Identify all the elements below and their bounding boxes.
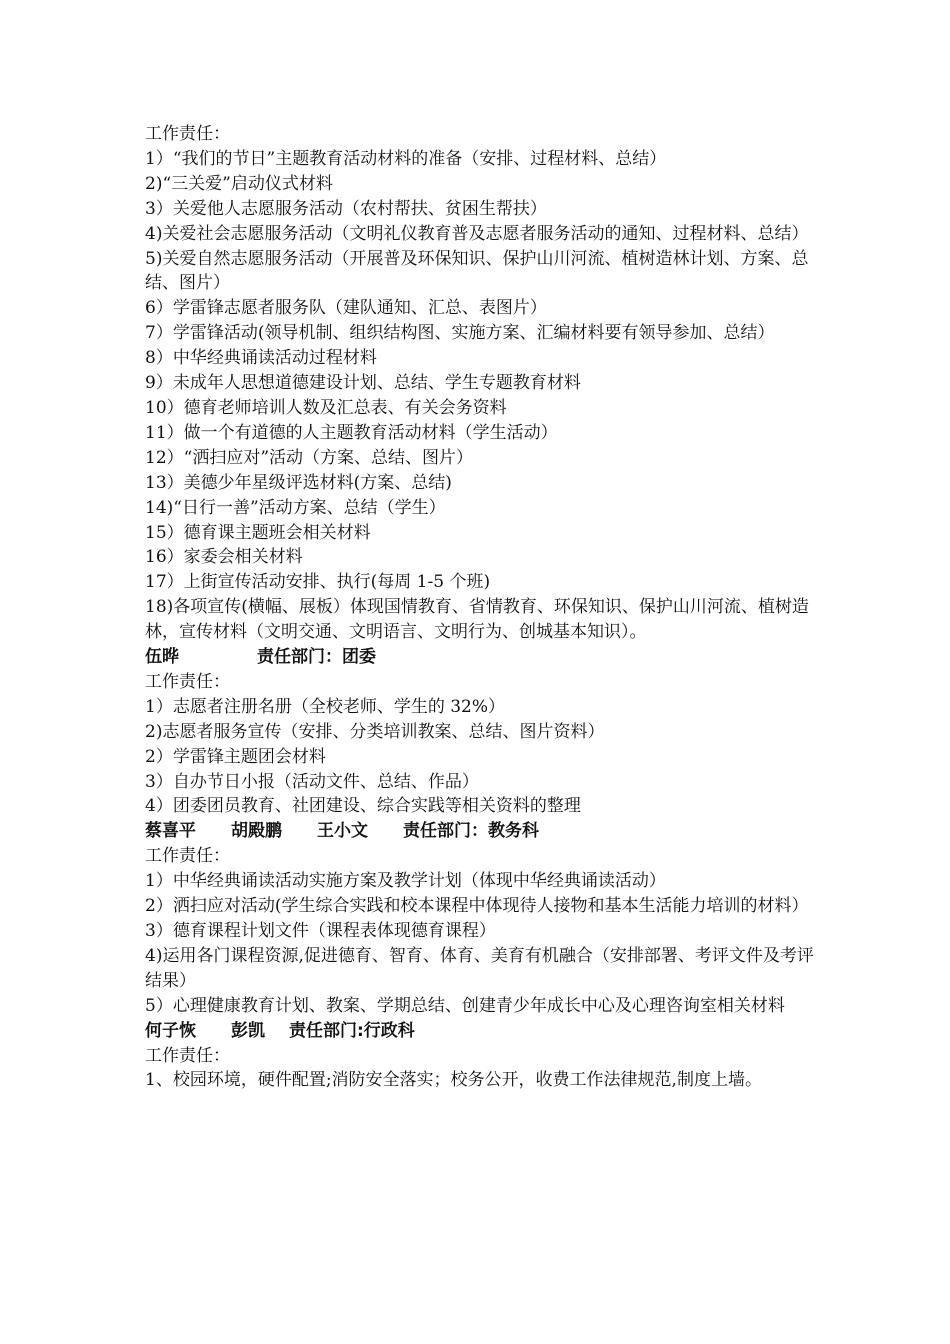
list-item: 1）中华经典诵读活动实施方案及教学计划（体现中华经典诵读活动） [145, 871, 666, 892]
list-item: 3）关爱他人志愿服务活动（农村帮扶、贫困生帮扶） [145, 198, 547, 219]
list-item: 18)各项宣传(横幅、展板）体现国情教育、省情教育、环保知识、保护山川河流、植树造林，宣传材料（文明交通、文明语言、文明行为、创城基本知识）。 [145, 597, 809, 643]
section-heading-youth-league [145, 645, 815, 670]
person-name: 何子恢 [145, 1020, 196, 1041]
list-item: 13）美德少年星级评选材料(方案、总结) [145, 472, 452, 493]
list-item: 8）中华经典诵读活动过程材料 [145, 348, 377, 369]
department-label: 责任部门：团委 [257, 647, 376, 668]
list-item: 10）德育老师培训人数及汇总表、有关会务资料 [145, 397, 507, 418]
list-item: 1、校园环境，硬件配置;消防安全落实；校务公开，收费工作法律规范,制度上墙。 [145, 1070, 762, 1091]
duty-label: 工作责任： [145, 1045, 230, 1066]
person-name: 伍晔 [145, 647, 179, 668]
list-item: 2）学雷锋主题团会材料 [145, 746, 326, 767]
person-name: 蔡喜平 [145, 821, 196, 842]
person-name: 王小文 [317, 821, 368, 842]
duty-label: 工作责任： [145, 846, 230, 867]
list-item: 7）学雷锋活动(领导机制、组织结构图、实施方案、汇编材料要有领导参加、总结） [145, 323, 775, 344]
list-item: 1）志愿者注册名册（全校老师、学生的 32%） [145, 696, 506, 717]
list-item: 15）德育课主题班会相关材料 [145, 522, 371, 543]
list-item: 4)运用各门课程资源,促进德育、智育、体育、美育有机融合（安排部署、考评文件及考评结果） [145, 945, 814, 991]
duty-label: 工作责任： [145, 671, 230, 692]
list-item: 2）洒扫应对活动(学生综合实践和校本课程中体现待人接物和基本生活能力培训的材料） [145, 896, 809, 917]
list-item: 4）团委团员教育、社团建设、综合实践等相关资料的整理 [145, 796, 581, 817]
list-item: 5）心理健康教育计划、教案、学期总结、创建青少年成长中心及心理咨询室相关材料 [145, 995, 785, 1016]
section-heading-academic-affairs [145, 819, 815, 844]
person-name: 彭凯 [231, 1020, 265, 1041]
list-item: 5)关爱自然志愿服务活动（开展普及环保知识、保护山川河流、植树造林计划、方案、总结、图片） [145, 248, 809, 294]
duty-label: 工作责任： [145, 124, 230, 144]
list-item: 14)“日行一善”活动方案、总结（学生） [145, 497, 446, 518]
list-item: 9）未成年人思想道德建设计划、总结、学生专题教育材料 [145, 373, 581, 394]
list-item: 2)志愿者服务宣传（安排、分类培训教案、总结、图片资料） [145, 721, 605, 742]
list-item: 2)“三关爱”启动仪式材料 [145, 173, 333, 194]
department-label: 责任部门：教务科 [403, 821, 539, 842]
list-item: 1）“我们的节日”主题教育活动材料的准备（安排、过程材料、总结） [145, 148, 667, 169]
list-item: 16）家委会相关材料 [145, 547, 303, 568]
list-item: 3）自办节日小报（活动文件、总结、作品） [145, 771, 479, 792]
list-item: 11）做一个有道德的人主题教育活动材料（学生活动） [145, 422, 558, 443]
list-item: 12）“洒扫应对”活动（方案、总结、图片） [145, 447, 474, 468]
person-name: 胡殿鹏 [231, 821, 282, 842]
list-item: 4)关爱社会志愿服务活动（文明礼仪教育普及志愿者服务活动的通知、过程材料、总结） [145, 223, 809, 244]
list-item: 17）上街宣传活动安排、执行(每周 1-5 个班) [145, 572, 491, 593]
section-heading-administration [145, 1019, 815, 1044]
list-item: 6）学雷锋志愿者服务队（建队通知、汇总、表图片） [145, 298, 547, 319]
list-item: 3）德育课程计划文件（课程表体现德育课程） [145, 921, 496, 941]
department-label: 责任部门:行政科 [289, 1020, 415, 1041]
document-page [145, 122, 815, 1093]
